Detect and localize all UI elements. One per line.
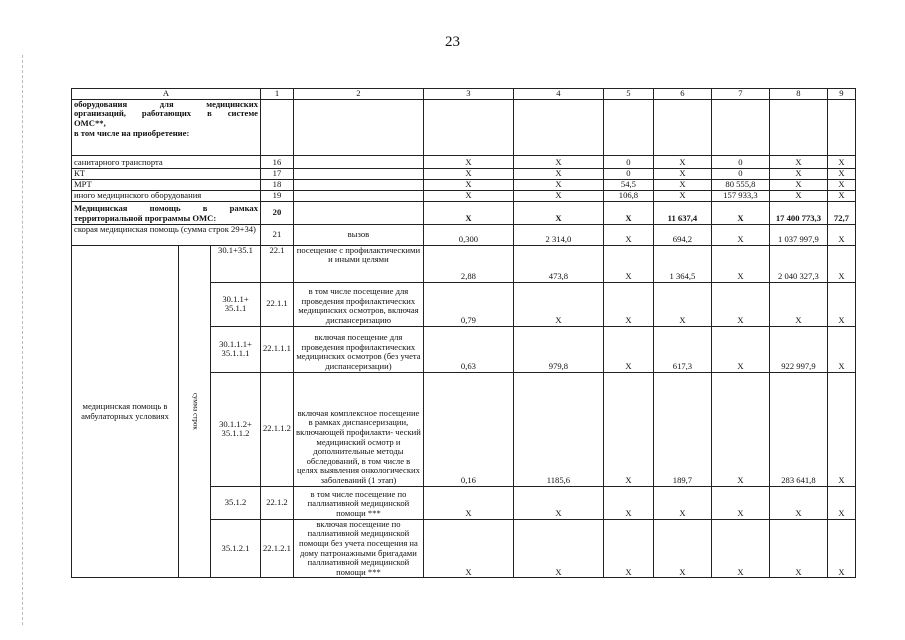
cell: 0,300: [423, 224, 513, 245]
row-label-line: в том числе на приобретение:: [74, 127, 190, 138]
row-label: скорая медицинская помощь (сумма строк 29+34): [72, 224, 261, 245]
header-cell-a: А: [72, 89, 261, 100]
cell: X: [653, 282, 711, 326]
row-code: 30.1.1.2+ 35.1.1.2: [211, 372, 261, 486]
cell: 617,3: [653, 326, 711, 372]
cell: 189,7: [653, 372, 711, 486]
cell: 54,5: [603, 179, 653, 190]
cell: X: [423, 179, 513, 190]
cell: 1 364,5: [653, 245, 711, 282]
cell: [293, 190, 423, 201]
cell: X: [769, 486, 827, 519]
header-cell-1: 1: [261, 89, 294, 100]
cell: X: [653, 168, 711, 179]
table-row: [72, 201, 856, 224]
cell: 0: [711, 155, 769, 168]
cell: X: [653, 179, 711, 190]
cell: X: [513, 201, 603, 224]
cell: X: [513, 282, 603, 326]
cell: X: [653, 155, 711, 168]
cell: 2 314,0: [513, 224, 603, 245]
header-cell-6: 6: [653, 89, 711, 100]
cell: X: [711, 326, 769, 372]
cell: [293, 179, 423, 190]
cell: X: [603, 224, 653, 245]
page-number: 23: [445, 34, 460, 50]
cell: X: [827, 168, 855, 179]
cell: X: [827, 179, 855, 190]
row-number: 18: [261, 179, 294, 190]
cell: 0: [603, 168, 653, 179]
row-number: 22.1: [261, 245, 294, 282]
cell: 1 037 997,9: [769, 224, 827, 245]
cell: X: [769, 519, 827, 578]
header-cell-5: 5: [603, 89, 653, 100]
binding-margin-line: [22, 55, 24, 625]
cell: X: [827, 224, 855, 245]
cell: X: [513, 168, 603, 179]
unit-cell: включая посещение для проведения профилактических медицинских осмотров (без учета диспансеризации): [293, 326, 423, 372]
row-number: 21: [261, 224, 294, 245]
row-label: КТ: [72, 168, 261, 179]
row-code: 30.1.1.1+ 35.1.1.1: [211, 326, 261, 372]
cell: 0,63: [423, 326, 513, 372]
cell: X: [513, 519, 603, 578]
cell: X: [769, 179, 827, 190]
cell: 0: [603, 155, 653, 168]
cell: X: [603, 372, 653, 486]
cell: X: [827, 245, 855, 282]
cell: X: [769, 190, 827, 201]
cell: X: [423, 168, 513, 179]
cell: 106,8: [603, 190, 653, 201]
row-number: 22.1.1.1: [261, 326, 294, 372]
cell: 473,8: [513, 245, 603, 282]
cell: X: [711, 519, 769, 578]
row-number: 22.1.2: [261, 486, 294, 519]
cell: X: [653, 486, 711, 519]
data-table: [71, 88, 856, 578]
cell: X: [423, 155, 513, 168]
table-row: [72, 245, 856, 282]
row-label-line: организаций, работающих в системе: [74, 108, 258, 119]
vertical-label: сумма строк: [179, 245, 211, 578]
cell: [293, 201, 423, 224]
row-label: [72, 201, 261, 224]
cell: X: [711, 224, 769, 245]
cell: X: [827, 326, 855, 372]
cell: X: [711, 282, 769, 326]
row-number: 19: [261, 190, 294, 201]
cell: X: [711, 245, 769, 282]
cell: X: [423, 519, 513, 578]
cell: 694,2: [653, 224, 711, 245]
cell: 0,79: [423, 282, 513, 326]
row-label-line: Медицинская помощь в рамках: [74, 203, 258, 214]
cell: X: [513, 190, 603, 201]
cell: X: [603, 282, 653, 326]
row-code: 35.1.2.1: [211, 519, 261, 578]
cell: X: [423, 190, 513, 201]
row-code: 35.1.2: [211, 486, 261, 519]
row-number: 16: [261, 155, 294, 168]
cell: X: [513, 486, 603, 519]
cell: X: [827, 372, 855, 486]
cell: 979,8: [513, 326, 603, 372]
cell: X: [711, 372, 769, 486]
unit-cell: включая посещение по паллиативной медицинской помощи без учета посещения на дому патронажными бригадами паллиативной медицинской помощи ***: [293, 519, 423, 578]
header-cell-4: 4: [513, 89, 603, 100]
row-label: МРТ: [72, 179, 261, 190]
cell: X: [603, 201, 653, 224]
cell: X: [711, 201, 769, 224]
cell: X: [513, 155, 603, 168]
cell: X: [603, 486, 653, 519]
cell: 0: [711, 168, 769, 179]
cell: X: [603, 326, 653, 372]
row-label-line: территориальной программы ОМС:: [74, 213, 217, 223]
row-code: 30.1+35.1: [211, 245, 261, 282]
cell: X: [711, 486, 769, 519]
row-number: 22.1.1: [261, 282, 294, 326]
row-label: [72, 99, 261, 155]
row-number: 20: [261, 201, 294, 224]
cell: X: [827, 190, 855, 201]
cell: X: [827, 282, 855, 326]
cell: [293, 155, 423, 168]
header-cell-7: 7: [711, 89, 769, 100]
cell: 2 040 327,3: [769, 245, 827, 282]
header-cell-3: 3: [423, 89, 513, 100]
cell: 2,88: [423, 245, 513, 282]
unit-cell: посещение с профилактическими и иными целями: [293, 245, 423, 282]
cell: 1185,6: [513, 372, 603, 486]
cell: 922 997,9: [769, 326, 827, 372]
header-cell-8: 8: [769, 89, 827, 100]
cell: X: [653, 519, 711, 578]
table-row: [72, 168, 856, 179]
header-cell-2: 2: [293, 89, 423, 100]
cell: X: [827, 155, 855, 168]
row-label: иного медицинского оборудования: [72, 190, 261, 201]
cell: X: [603, 245, 653, 282]
cell: [293, 168, 423, 179]
row-label-line: ОМС**,: [74, 117, 106, 128]
table-row: [72, 190, 856, 201]
cell: X: [513, 179, 603, 190]
cell: 157 933,3: [711, 190, 769, 201]
cell: 17 400 773,3: [769, 201, 827, 224]
cell: 72,7: [827, 201, 855, 224]
group-label: медицинская помощь в амбулаторных условиях: [72, 245, 179, 578]
cell: вызов: [293, 224, 423, 245]
table-row: [72, 99, 856, 155]
cell: X: [769, 282, 827, 326]
row-number: 22.1.1.2: [261, 372, 294, 486]
cell: X: [769, 155, 827, 168]
header-cell-9: 9: [827, 89, 855, 100]
cell: 80 555,8: [711, 179, 769, 190]
cell: X: [653, 190, 711, 201]
cell: X: [769, 168, 827, 179]
row-label: санитарного транспорта: [72, 155, 261, 168]
unit-cell: в том числе посещение для проведения профилактических медицинских осмотров, включая диспансеризацию: [293, 282, 423, 326]
row-label-line: оборудования для медицинских: [74, 99, 258, 109]
cell: X: [827, 519, 855, 578]
cell: X: [423, 486, 513, 519]
cell: 283 641,8: [769, 372, 827, 486]
row-number: 22.1.2.1: [261, 519, 294, 578]
header-row: [72, 89, 856, 100]
table-row: [72, 179, 856, 190]
unit-cell: в том числе посещение по паллиативной медицинской помощи ***: [293, 486, 423, 519]
cell: X: [603, 519, 653, 578]
table-row: [72, 155, 856, 168]
cell: 0,16: [423, 372, 513, 486]
unit-cell: включая комплексное посещение в рамках диспансеризации, включающей профилакти- ческий медицинский осмотр и дополнительные методы обследований, в том числе в целях выявления онкологических заболеваний (1 этап): [293, 372, 423, 486]
row-code: 30.1.1+ 35.1.1: [211, 282, 261, 326]
cell: X: [827, 486, 855, 519]
table-row: [72, 224, 856, 245]
cell: X: [423, 201, 513, 224]
cell: 11 637,4: [653, 201, 711, 224]
row-number: 17: [261, 168, 294, 179]
